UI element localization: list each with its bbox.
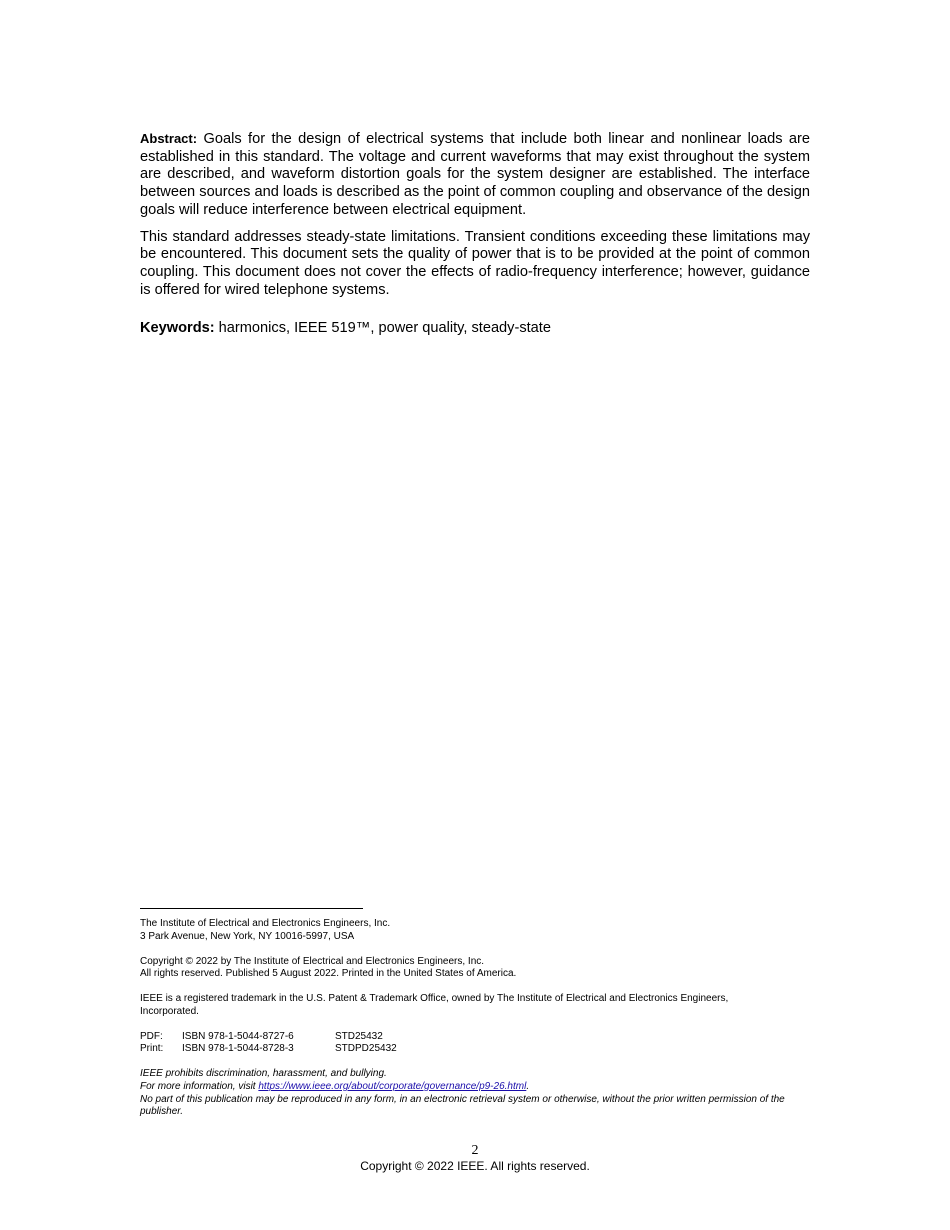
copyright-line-2: All rights reserved. Published 5 August 2022. Printed in the United States of America.: [140, 968, 517, 980]
footnote-divider: [140, 908, 363, 909]
publisher-address: [140, 918, 810, 943]
abstract-paragraph-2: This standard addresses steady-state limitations. Transient conditions exceeding these limitations may be encountered. This document sets the quality of power that is to be provided at the point of common coupling. This document does not cover the effects of radio-frequency interference; however, guidance is offered for wired telephone systems.: [140, 228, 810, 298]
policy-suffix: .: [526, 1080, 530, 1092]
abstract-text: Goals for the design of electrical systems that include both linear and nonlinear loads are established in this standard. The voltage and current waveforms that may exist throughout the system are described, and waveform distortion goals for the system designer are established. The interface between sources and loads is described as the point of common coupling and observance of the design goals will reduce interference between electrical equipment.: [140, 131, 810, 218]
abstract-label: Abstract:: [140, 131, 198, 146]
publisher-street: 3 Park Avenue, New York, NY 10016-5997, USA: [140, 930, 355, 942]
page-footer-copyright: Copyright © 2022 IEEE. All rights reserved.: [360, 1159, 590, 1173]
isbn-code: STD25432: [335, 1030, 383, 1042]
policy-notice: [140, 1068, 810, 1118]
copyright-notice: [140, 956, 810, 981]
abstract-paragraph-1: [140, 130, 810, 220]
isbn-format: Print:: [140, 1043, 164, 1055]
policy-line-1: IEEE prohibits discrimination, harassment, and bullying.: [140, 1068, 387, 1080]
isbn-row-print: [140, 1043, 397, 1056]
isbn-number: ISBN 978-1-5044-8727-6: [182, 1030, 294, 1042]
isbn-table: [140, 1031, 397, 1056]
page-number: 2: [471, 1143, 479, 1158]
policy-prefix: For more information, visit: [140, 1080, 259, 1092]
policy-line-2: [140, 1081, 810, 1094]
isbn-row-pdf: [140, 1031, 397, 1044]
publication-info: [140, 918, 810, 1131]
abstract-section: [140, 130, 810, 308]
isbn-code: STDPD25432: [335, 1043, 397, 1055]
keywords-label: Keywords:: [140, 320, 215, 336]
publisher-name: The Institute of Electrical and Electronics Engineers, Inc.: [140, 918, 391, 929]
isbn-format: PDF:: [140, 1030, 163, 1042]
keywords-section: [140, 319, 810, 337]
policy-line-3: No part of this publication may be reproduced in any form, in an electronic retrieval system or otherwise, without the prior written permission of the publisher.: [140, 1093, 785, 1118]
policy-link[interactable]: https://www.ieee.org/about/corporate/governance/p9-26.html: [258, 1080, 527, 1092]
isbn-number: ISBN 978-1-5044-8728-3: [182, 1043, 294, 1055]
trademark-notice: IEEE is a registered trademark in the U.S. Patent & Trademark Office, owned by The Institute of Electrical and Electronics Engineers, Incorporated.: [140, 993, 729, 1017]
copyright-line-1: Copyright © 2022 by The Institute of Electrical and Electronics Engineers, Inc.: [140, 955, 485, 967]
keywords-text: harmonics, IEEE 519™, power quality, steady-state: [218, 320, 551, 336]
